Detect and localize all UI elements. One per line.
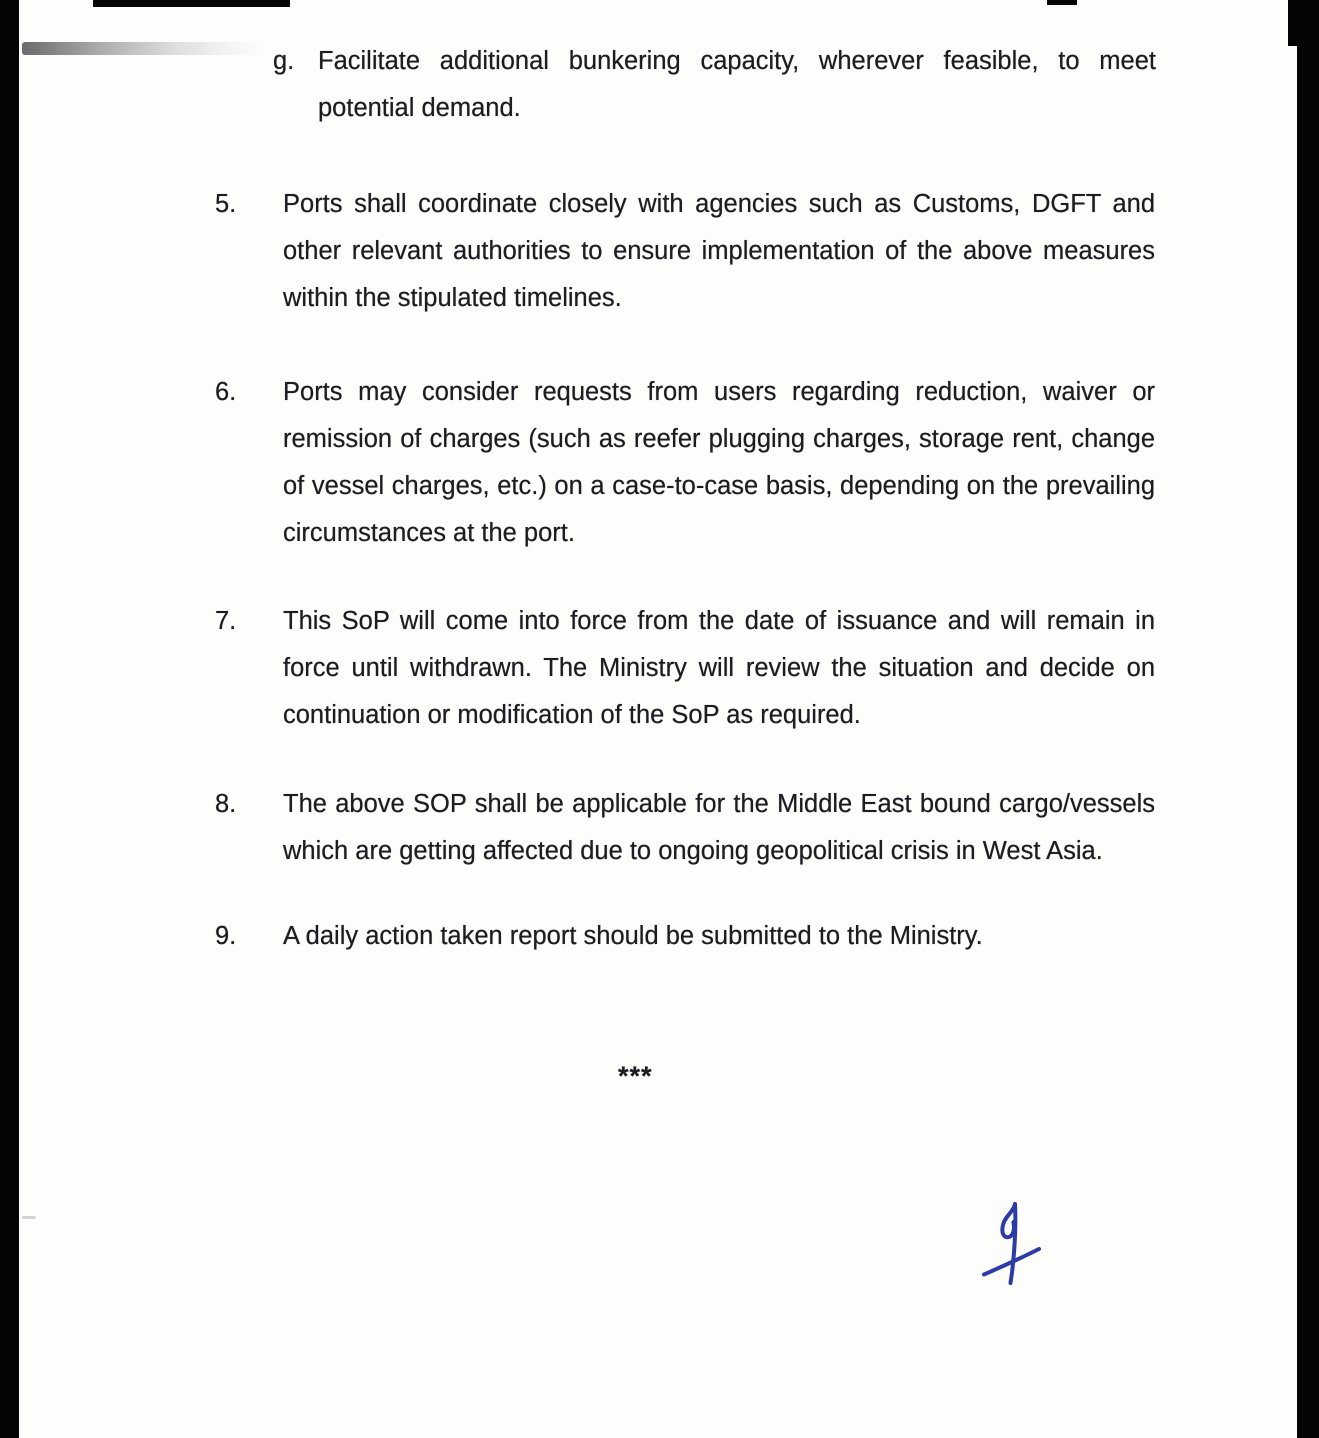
- list-item-6: [215, 369, 1155, 557]
- item-text: [283, 369, 1155, 557]
- text-line: A daily action taken report should be submitted to the Ministry.: [283, 922, 983, 950]
- scan-artifact-left-bar: [0, 0, 19, 1438]
- item-number: 7.: [215, 607, 237, 635]
- item-number: 6.: [215, 378, 237, 406]
- end-of-document-mark: ***: [618, 1061, 653, 1091]
- signature-stroke-loop: [1002, 1204, 1015, 1237]
- text-line: within the stipulated timelines.: [283, 284, 622, 312]
- text-line: circumstances at the port.: [283, 519, 575, 547]
- text-line: Ports shall coordinate closely with agencies such as Customs, DGFT and: [283, 190, 1155, 218]
- item-text: [283, 913, 1155, 960]
- text-line: of vessel charges, etc.) on a case-to-case basis, depending on the prevailing: [283, 472, 1155, 500]
- text-line: continuation or modification of the SoP as required.: [283, 701, 861, 729]
- item-text: [283, 781, 1155, 875]
- scan-artifact-smudge: [22, 42, 265, 55]
- list-item-g: [273, 38, 1157, 132]
- text-line: Ports may consider requests from users regarding reduction, waiver or: [283, 378, 1155, 406]
- text-line: which are getting affected due to ongoing geopolitical crisis in West Asia.: [283, 837, 1103, 865]
- text-line: remission of charges (such as reefer plugging charges, storage rent, change: [283, 425, 1155, 453]
- text-line: Facilitate additional bunkering capacity, wherever feasible, to meet: [318, 47, 1156, 75]
- list-item-8: [215, 781, 1155, 875]
- list-item-9: [215, 913, 1155, 960]
- list-item-7: [215, 598, 1155, 739]
- text-line: force until withdrawn. The Ministry will review the situation and decide on: [283, 654, 1155, 682]
- item-text: [283, 598, 1155, 739]
- item-number: 9.: [215, 922, 237, 950]
- signature-ink: [960, 1180, 1070, 1300]
- item-text: [283, 181, 1155, 322]
- scan-artifact-right-bar: [1297, 0, 1319, 1438]
- text-line: other relevant authorities to ensure implementation of the above measures: [283, 237, 1155, 265]
- scan-artifact-top-right-corner: [1288, 0, 1319, 46]
- item-number: 8.: [215, 790, 237, 818]
- item-text: [318, 38, 1156, 132]
- scan-artifact-margin-dash: [22, 1216, 36, 1219]
- scan-artifact-top-mark-right: [1047, 0, 1077, 5]
- list-item-5: [215, 181, 1155, 322]
- text-line: potential demand.: [318, 94, 521, 122]
- item-number: 5.: [215, 190, 237, 218]
- text-line: This SoP will come into force from the date of issuance and will remain in: [283, 607, 1155, 635]
- item-label: g.: [273, 47, 295, 75]
- text-line: The above SOP shall be applicable for the Middle East bound cargo/vessels: [283, 790, 1155, 818]
- scan-artifact-top-mark-left: [93, 0, 290, 7]
- signature-stroke-main: [1011, 1204, 1016, 1283]
